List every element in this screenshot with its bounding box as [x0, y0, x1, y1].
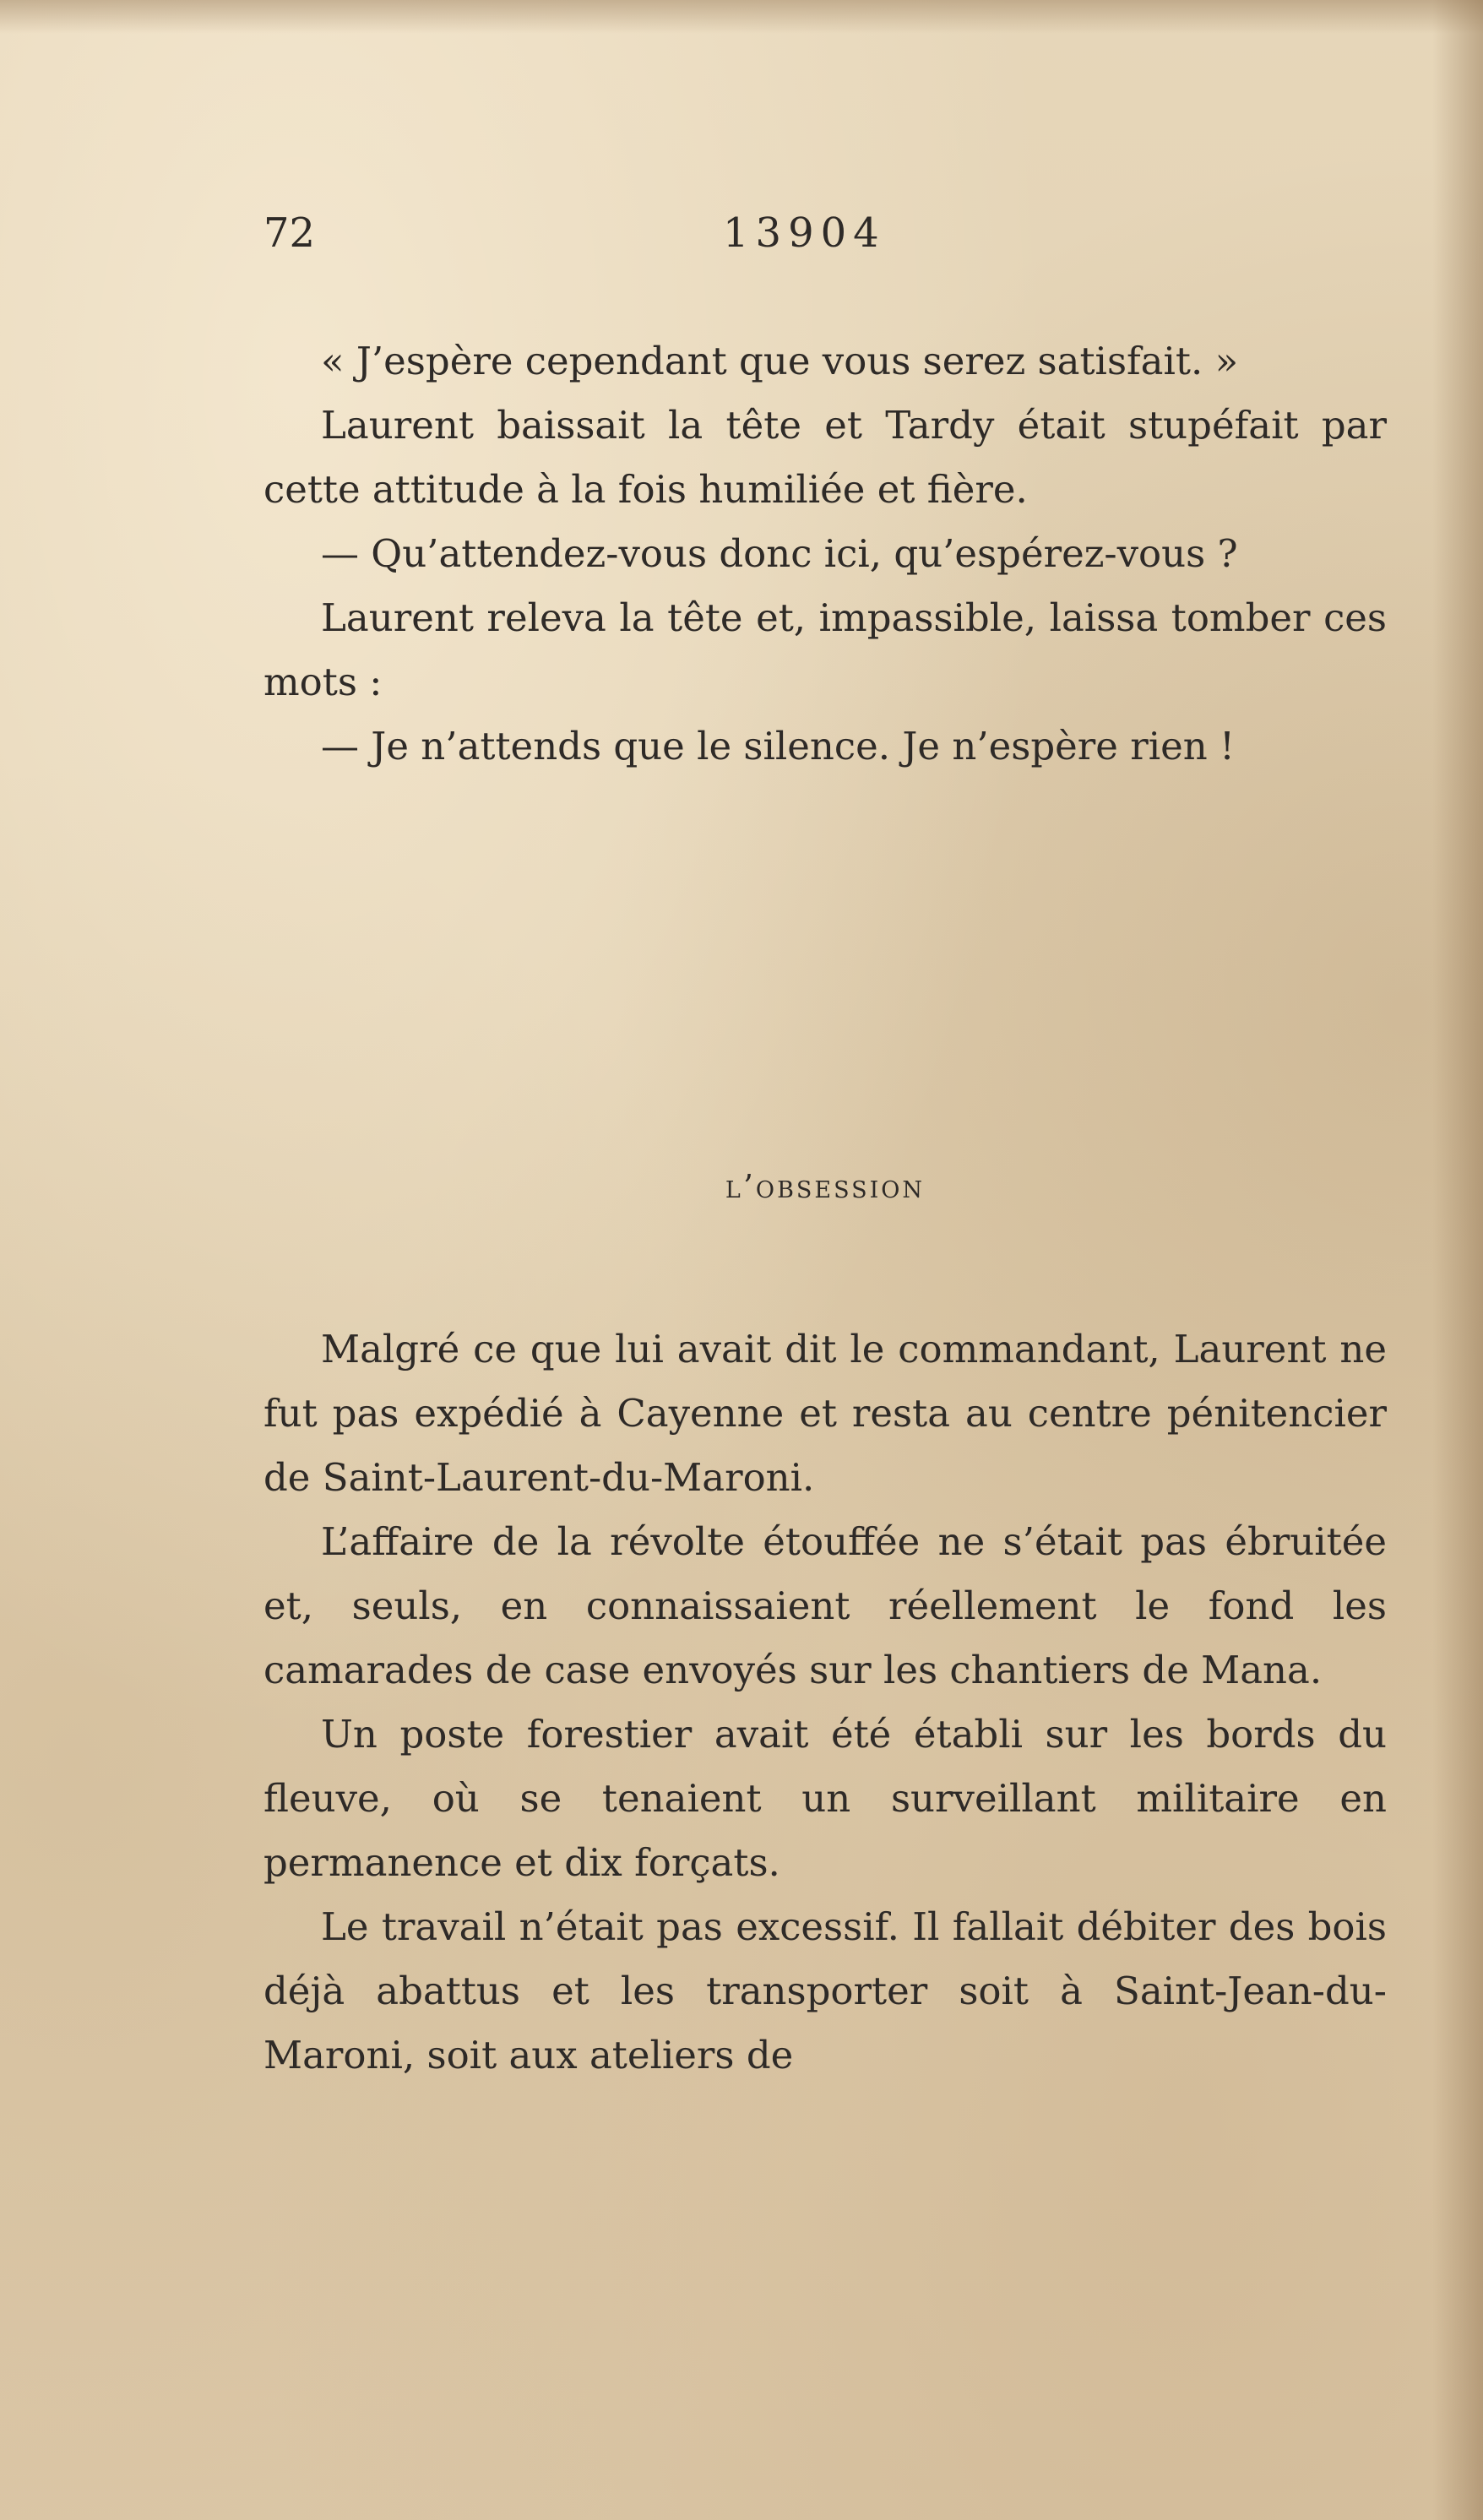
- paragraph: « J’espère cependant que vous serez satisfait. »: [321, 339, 1239, 383]
- section-heading-text: l’obsession: [725, 1168, 926, 1205]
- paragraph: Laurent baissait la tête et Tardy était stupéfait par cette attitude à la fois humiliée et fière.: [263, 403, 1387, 512]
- running-title: 13904: [723, 209, 886, 257]
- paragraph: — Je n’attends que le silence. Je n’espère rien !: [321, 724, 1236, 768]
- paper-edge-shadow-top: [0, 0, 1483, 34]
- paragraph: Laurent releva la tête et, impassible, laissa tomber ces mots :: [263, 595, 1387, 704]
- section-heading: [263, 1157, 1387, 1216]
- text-block-continuation: [263, 329, 1387, 779]
- page-number: 72: [263, 209, 316, 257]
- paragraph: L’affaire de la révolte étouffée ne s’était pas ébruitée et, seuls, en connaissaient réellement le fond les camarades de case envoyés sur les chantiers de Mana.: [263, 1519, 1387, 1692]
- running-head: [263, 199, 1395, 267]
- paper-edge-shadow-right: [1432, 0, 1483, 2520]
- paragraph: Le travail n’était pas excessif. Il fallait débiter des bois déjà abattus et les transporter soit à Saint-Jean-du-Maroni, soit aux ateliers de: [263, 1904, 1387, 2077]
- paragraph: — Qu’attendez-vous donc ici, qu’espérez-vous ?: [321, 531, 1238, 576]
- paragraph: Malgré ce que lui avait dit le commandant, Laurent ne fut pas expédié à Cayenne et resta au centre pénitencier de Saint-Laurent-du-Maroni.: [263, 1327, 1387, 1500]
- paragraph: Un poste forestier avait été établi sur les bords du fleuve, où se tenaient un surveillant militaire en permanence et dix forçats.: [263, 1712, 1387, 1885]
- text-block-section: [263, 1317, 1387, 2088]
